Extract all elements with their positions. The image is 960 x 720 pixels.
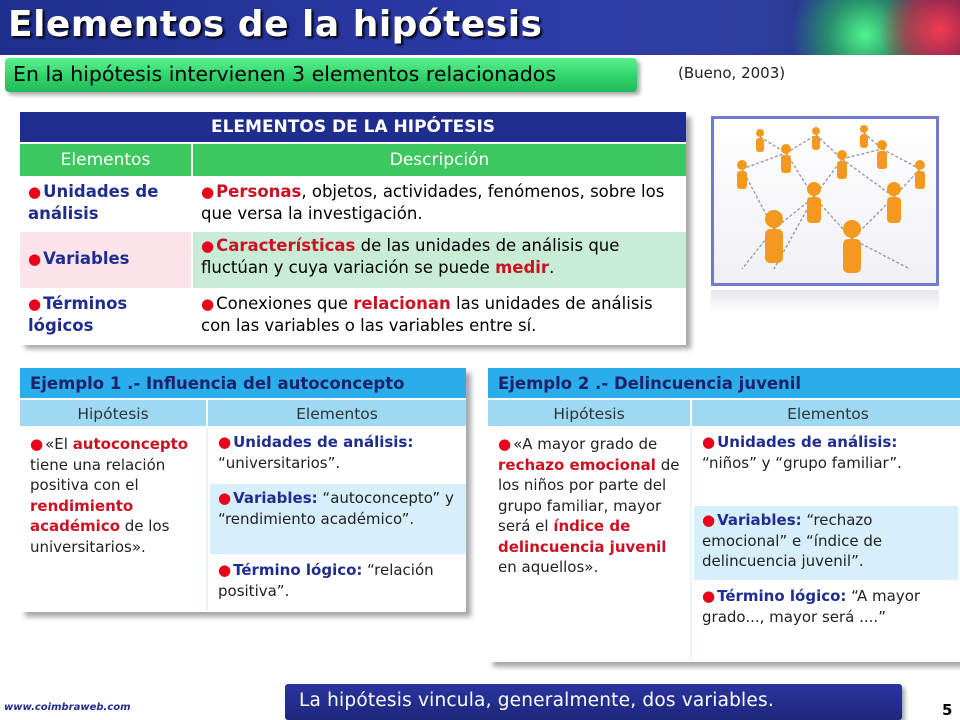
bullet-icon: ● (201, 183, 215, 201)
bullet-icon: ● (28, 295, 42, 313)
element-cell (20, 231, 192, 289)
example-1-header: Ejemplo 1 .- Influencia del autoconcepto (20, 368, 466, 400)
bullet-icon: ● (498, 435, 512, 453)
example-2-header: Ejemplo 2 .- Delincuencia juvenil (488, 368, 960, 400)
element-name: Variables (43, 249, 130, 268)
element-label: Término lógico: (233, 561, 363, 579)
column-header-hipotesis: Hipótesis (20, 400, 208, 426)
footer-message: La hipótesis vincula, generalmente, dos variables. (299, 690, 774, 711)
element-cell (20, 289, 192, 345)
hypothesis-text: en aquellos». (498, 558, 599, 576)
bullet-icon: ● (201, 295, 215, 313)
example-1-panel (20, 368, 466, 612)
hypothesis-text: «A mayor grado de (513, 435, 658, 453)
hypothesis-text: «El (45, 435, 73, 453)
element-value: “autoconcepto” y “rendimiento académico”. (218, 489, 454, 528)
example-1-unidades (210, 428, 466, 482)
element-value: “universitarios”. (218, 453, 341, 472)
description-highlight: Personas (216, 182, 302, 201)
decorative-glow-red (880, 0, 960, 55)
description-text: , objetos, actividades, fenómenos, sobre los que versa la investigación. (201, 182, 665, 223)
example-1-column-headers (20, 400, 466, 428)
description-highlight: medir (495, 258, 550, 277)
table-title: ELEMENTOS DE LA HIPÓTESIS (20, 112, 686, 143)
element-label: Variables: (233, 489, 318, 507)
description-text: de las unidades de análisis que fluctúan y cuya variación se puede (201, 236, 620, 277)
bullet-icon: ● (201, 237, 215, 255)
bullet-icon: ● (30, 435, 44, 453)
element-value: “A mayor grado..., mayor será ....” (702, 587, 921, 626)
bullet-icon: ● (702, 511, 716, 529)
footer-message-box (285, 684, 902, 720)
element-label: Unidades de análisis: (233, 433, 414, 451)
footer-url: www.coimbraweb.com (4, 702, 131, 713)
people-network-illustration (714, 119, 936, 283)
element-value: “relación positiva”. (218, 561, 434, 600)
example-2-column-headers (488, 400, 960, 428)
element-value: “rechazo emocional” e “índice de delincuencia juvenil”. (702, 511, 883, 570)
description-cell (192, 177, 686, 231)
element-label: Término lógico: (717, 587, 847, 605)
description-cell (192, 289, 686, 345)
bullet-icon: ● (218, 489, 232, 507)
example-2-body (488, 428, 960, 660)
hypothesis-text: de los universitarios». (30, 517, 170, 556)
slide-title: Elementos de la hipótesis (8, 4, 543, 45)
hypothesis-text: tiene una relación positiva con el (30, 455, 166, 494)
hypothesis-text: de los niños por parte del grupo familiar, mayor será el (498, 455, 680, 535)
subtitle-text: En la hipótesis intervienen 3 elementos relacionados (13, 62, 556, 86)
people-network-image (711, 116, 939, 286)
example-2-hypothesis (488, 428, 692, 660)
element-cell (20, 177, 192, 231)
description-text: . (549, 258, 555, 277)
page-number: 5 (942, 701, 953, 719)
column-header-elementos: Elementos (296, 405, 378, 423)
hypothesis-highlight: rechazo emocional (498, 455, 656, 474)
bullet-icon: ● (218, 433, 232, 451)
element-label: Unidades de análisis: (717, 433, 898, 451)
element-name: Unidades de análisis (28, 182, 159, 223)
hypothesis-highlight: autoconcepto (72, 435, 189, 453)
example-1-body (20, 428, 466, 610)
element-value: “niños” y “grupo familiar”. (702, 453, 902, 472)
subtitle-box (5, 58, 637, 92)
example-2-unidades (694, 428, 958, 504)
description-cell (192, 231, 686, 289)
example-2-termino (694, 580, 958, 660)
description-highlight: relacionan (353, 294, 451, 313)
column-header-hipotesis: Hipótesis (488, 400, 692, 426)
table-row (20, 231, 686, 289)
table-row (20, 177, 686, 231)
example-1-variables (210, 482, 466, 554)
column-header-elementos: Elementos (787, 405, 869, 423)
table-row (20, 289, 686, 345)
bullet-icon: ● (28, 183, 42, 201)
example-1-termino (210, 554, 466, 610)
citation: (Bueno, 2003) (678, 64, 786, 82)
column-header-descripcion: Descripción (192, 143, 686, 177)
hypothesis-highlight: rendimiento académico (30, 496, 134, 535)
bullet-icon: ● (218, 561, 232, 579)
bullet-icon: ● (702, 587, 716, 605)
example-2-panel (488, 368, 960, 662)
description-text: Conexiones que (216, 294, 354, 313)
bullet-icon: ● (28, 250, 42, 268)
element-name: Términos lógicos (28, 294, 128, 335)
column-header-elementos: Elementos (20, 143, 192, 177)
example-1-hypothesis (20, 428, 208, 610)
description-text: las unidades de análisis con las variables o las variables entre sí. (201, 294, 653, 335)
hypothesis-highlight: índice de delincuencia juvenil (498, 517, 667, 556)
bullet-icon: ● (702, 433, 716, 451)
title-bar (0, 0, 960, 55)
description-highlight: Características (216, 236, 356, 255)
elements-table (20, 112, 686, 344)
element-label: Variables: (717, 511, 802, 529)
image-reflection (711, 290, 939, 312)
example-2-variables (694, 504, 958, 580)
